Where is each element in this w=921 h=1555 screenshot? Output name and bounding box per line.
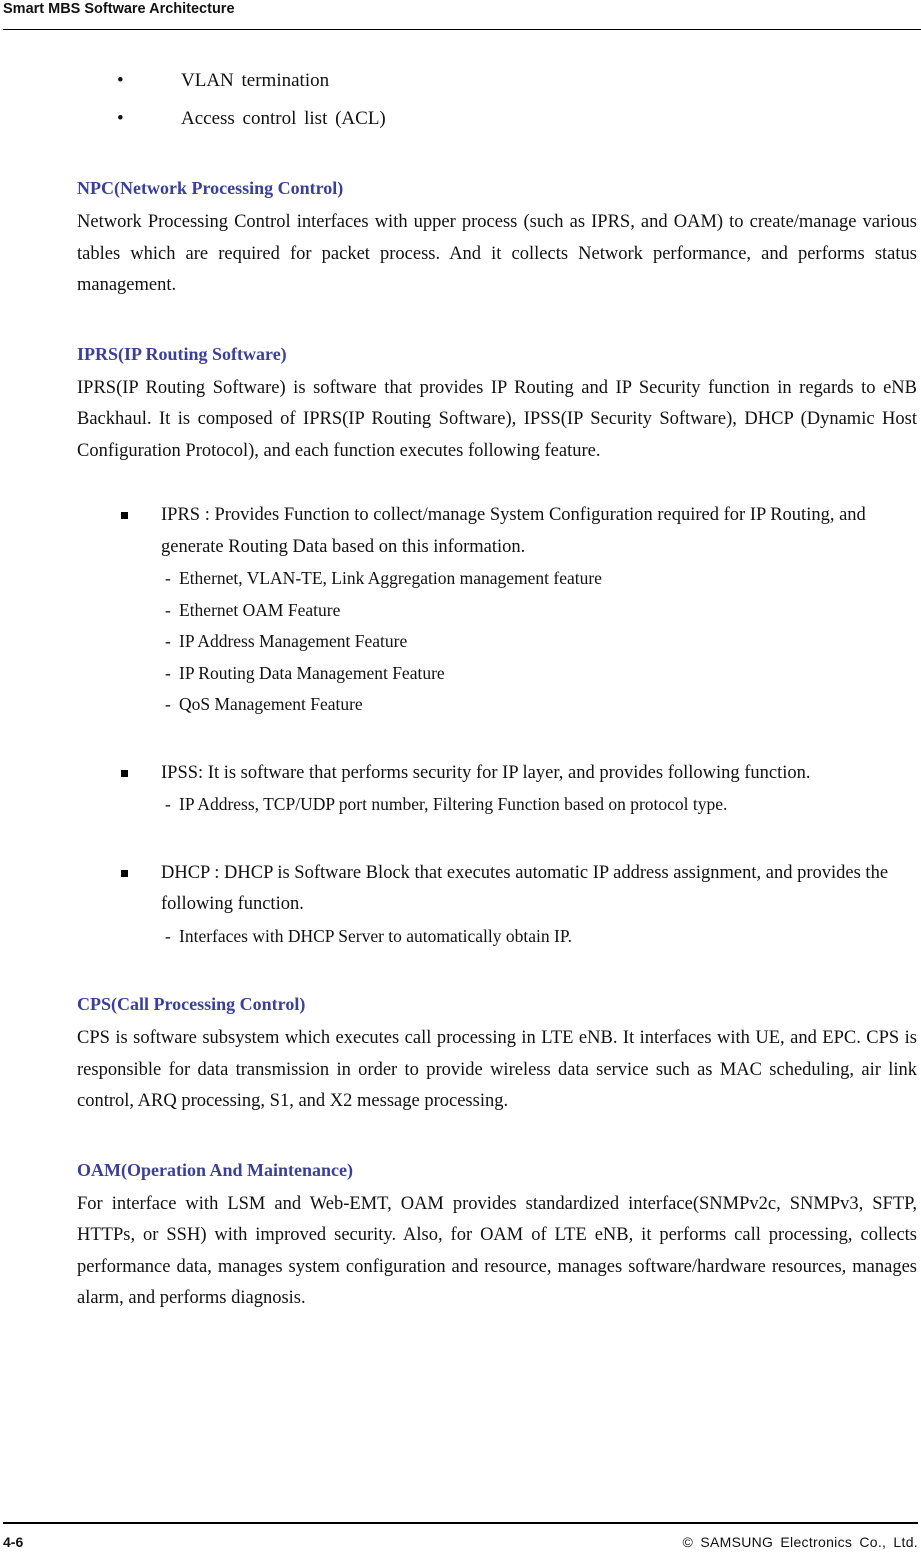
dash-icon: - [165, 794, 171, 814]
feature-text: IPSS: It is software that performs security for IP layer, and provides following function. [161, 762, 811, 783]
list-item [77, 626, 917, 658]
page-number: 4-6 [3, 1534, 24, 1550]
page-content [77, 62, 917, 1315]
feature-ipss [77, 758, 917, 821]
feature-dhcp [77, 858, 917, 953]
feature-sub-list [161, 563, 917, 721]
list-item [77, 658, 917, 690]
feature-text: IPRS : Provides Function to collect/manage System Configuration required for IP Routing, and generate Routing Data based on this information. [161, 505, 866, 557]
running-footer [3, 1522, 918, 1555]
sub-item-text: QoS Management Feature [179, 694, 363, 714]
list-item [77, 689, 917, 721]
sub-item-text: Interfaces with DHCP Server to automatically obtain IP. [179, 925, 573, 946]
section-heading: OAM(Operation And Maintenance) [77, 1159, 353, 1180]
section-heading: NPC(Network Processing Control) [77, 178, 344, 198]
bullet-text: VLAN termination [181, 70, 330, 91]
section-body: Network Processing Control interfaces with upper process (such as IPRS, and OAM) to create/manage various tables which are required for packet process. And it collects Network performance, and performs status management. [77, 212, 917, 295]
square-bullet-icon [121, 770, 128, 777]
dash-icon: - [165, 694, 171, 714]
sub-item-text: IP Address, TCP/UDP port number, Filtering Function based on protocol type. [179, 794, 728, 814]
square-bullet-icon [121, 512, 128, 519]
section-npc [77, 176, 917, 302]
dash-icon: - [165, 662, 171, 683]
list-item [77, 921, 917, 953]
section-iprs [77, 342, 917, 953]
dash-icon: - [165, 925, 171, 946]
section-body: For interface with LSM and Web-EMT, OAM provides standardized interface(SNMPv2c, SNMPv3, SFTP, HTTPs, or SSH) with improved security. Also, for OAM of LTE eNB, it performs call processing, collects performance data, manages system configuration and resource, manages software/hardware resources, manages alarm, and performs diagnosis. [77, 1193, 917, 1308]
section-cps [77, 992, 917, 1118]
bullet-dot-icon: • [117, 70, 124, 91]
bullet-text: Access control list (ACL) [181, 108, 386, 129]
dash-icon: - [165, 568, 171, 588]
list-item [77, 100, 917, 138]
list-item [77, 62, 917, 100]
bullet-dot-icon: • [117, 108, 124, 129]
sub-item-text: IP Routing Data Management Feature [179, 662, 445, 683]
dash-icon: - [165, 599, 171, 620]
sub-item-text: Ethernet OAM Feature [179, 599, 341, 620]
sub-item-text: Ethernet, VLAN-TE, Link Aggregation management feature [179, 568, 602, 588]
list-item [77, 563, 917, 595]
square-bullet-icon [121, 870, 128, 877]
feature-sub-list [161, 921, 917, 953]
running-header [3, 0, 921, 30]
section-oam [77, 1158, 917, 1315]
section-body: CPS is software subsystem which executes call processing in LTE eNB. It interfaces with UE, and EPC. CPS is responsible for data transmission in order to provide wireless data service such as MAC scheduling, air link control, ARQ processing, S1, and X2 message processing. [77, 1028, 917, 1111]
document-title: Smart MBS Software Architecture [3, 1, 235, 17]
feature-iprs [77, 500, 917, 721]
feature-sub-list [161, 789, 917, 821]
copyright-notice: © SAMSUNG Electronics Co., Ltd. [682, 1534, 918, 1550]
top-bullet-list [77, 62, 917, 138]
feature-text: DHCP : DHCP is Software Block that executes automatic IP address assignment, and provides the following function. [161, 862, 889, 914]
section-heading: CPS(Call Processing Control) [77, 994, 306, 1014]
section-body: IPRS(IP Routing Software) is software that provides IP Routing and IP Security function in regards to eNB Backhaul. It is composed of IPRS(IP Routing Software), IPSS(IP Security Software), DHCP (Dynamic Host Configuration Protocol), and each function executes following feature. [77, 377, 917, 461]
list-item [77, 595, 917, 627]
section-heading: IPRS(IP Routing Software) [77, 343, 287, 364]
sub-item-text: IP Address Management Feature [179, 631, 408, 651]
list-item [77, 789, 917, 821]
dash-icon: - [165, 631, 171, 651]
